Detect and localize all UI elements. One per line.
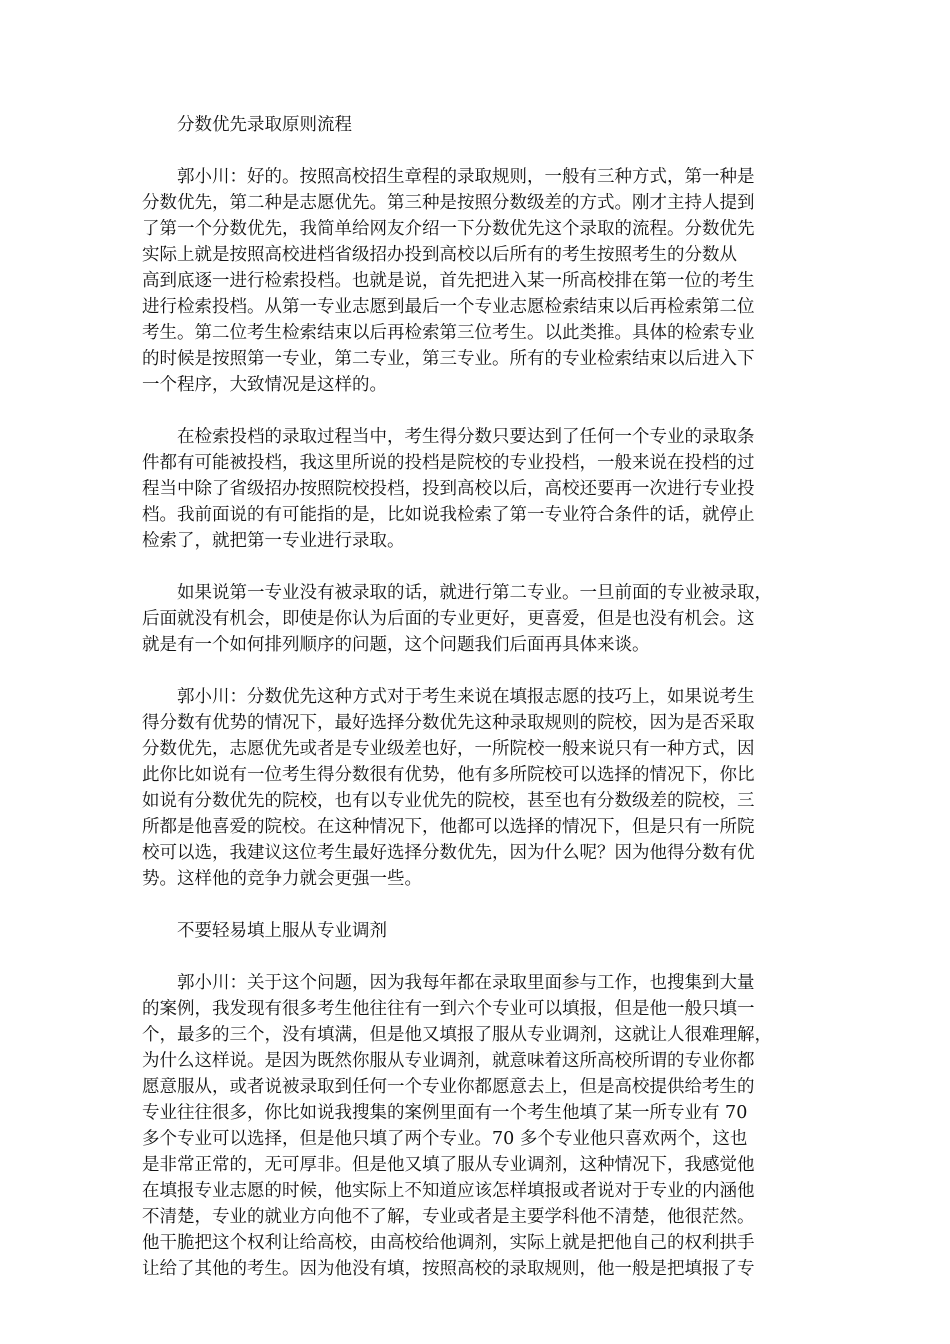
paragraph-line: 得分数有优势的情况下，最好选择分数优先这种录取规则的院校，因为是否采取 (142, 713, 755, 733)
paragraph-line: 他干脆把这个权利让给高校，由高校给他调剂，实际上就是把他自己的权利拱手 (142, 1233, 755, 1253)
paragraph-line: 让给了其他的考生。因为他没有填，按照高校的录取规则，他一般是把填报了专 (142, 1259, 755, 1279)
section-heading: 分数优先录取原则流程 (177, 115, 352, 135)
paragraph-line: 就是有一个如何排列顺序的问题，这个问题我们后面再具体来谈。 (142, 635, 650, 655)
paragraph (142, 164, 810, 398)
paragraph-line: 专业往往很多，你比如说我搜集的案例里面有一个考生他填了某一所专业有 70 (142, 1103, 748, 1123)
paragraph-line: 在检索投档的录取过程当中，考生得分数只要达到了任何一个专业的录取条 (177, 427, 755, 447)
paragraph-line: 愿意服从，或者说被录取到任何一个专业你都愿意去上，但是高校提供给考生的 (142, 1077, 755, 1097)
paragraph-line: 分数优先，志愿优先或者是专业级差也好，一所院校一般来说只有一种方式，因 (142, 739, 755, 759)
paragraph-line: 后面就没有机会，即使是你认为后面的专业更好，更喜爱，但是也没有机会。这 (142, 609, 755, 629)
paragraph-line: 个，最多的三个，没有填满，但是他又填报了服从专业调剂，这就让人很难理解， (142, 1025, 772, 1045)
paragraph-line: 郭小川：关于这个问题，因为我每年都在录取里面参与工作，也搜集到大量 (177, 973, 755, 993)
paragraph-line: 校可以选，我建议这位考生最好选择分数优先，因为什么呢？因为他得分数有优 (142, 843, 755, 863)
paragraph-line: 多个专业可以选择，但是他只填了两个专业。70 多个专业他只喜欢两个，这也 (142, 1129, 748, 1149)
paragraph-line: 的案例，我发现有很多考生他往往有一到六个专业可以填报，但是他一般只填一 (142, 999, 755, 1019)
paragraph-line: 在填报专业志愿的时候，他实际上不知道应该怎样填报或者说对于专业的内涵他 (142, 1181, 755, 1201)
paragraph-line: 不清楚，专业的就业方向他不了解，专业或者是主要学科他不清楚，他很茫然。 (142, 1207, 755, 1227)
paragraph-line: 程当中除了省级招办按照院校投档，投到高校以后，高校还要再一次进行专业投 (142, 479, 755, 499)
paragraph-line: 一个程序，大致情况是这样的。 (142, 375, 387, 395)
paragraph-line: 进行检索投档。从第一专业志愿到最后一个专业志愿检索结束以后再检索第二位 (142, 297, 755, 317)
paragraph-line: 了第一个分数优先，我简单给网友介绍一下分数优先这个录取的流程。分数优先 (142, 219, 755, 239)
paragraph-line: 为什么这样说。是因为既然你服从专业调剂，就意味着这所高校所谓的专业你都 (142, 1051, 755, 1071)
section-heading: 不要轻易填上服从专业调剂 (177, 921, 387, 941)
paragraph (142, 580, 810, 658)
paragraph-line: 考生。第二位考生检索结束以后再检索第三位考生。以此类推。具体的检索专业 (142, 323, 755, 343)
paragraph-line: 高到底逐一进行检索投档。也就是说，首先把进入某一所高校排在第一位的考生 (142, 271, 755, 291)
paragraph-line: 检索了，就把第一专业进行录取。 (142, 531, 405, 551)
paragraph (142, 684, 810, 892)
paragraph-line: 所都是他喜爱的院校。在这种情况下，他都可以选择的情况下，但是只有一所院 (142, 817, 755, 837)
paragraph-line: 实际上就是按照高校进档省级招办投到高校以后所有的考生按照考生的分数从 (142, 245, 737, 265)
paragraph-line: 的时候是按照第一专业，第二专业，第三专业。所有的专业检索结束以后进入下 (142, 349, 755, 369)
paragraph-line: 档。我前面说的有可能指的是，比如说我检索了第一专业符合条件的话，就停止 (142, 505, 755, 525)
paragraph-line: 是非常正常的，无可厚非。但是他又填了服从专业调剂，这种情况下，我感觉他 (142, 1155, 755, 1175)
paragraph-line: 郭小川：好的。按照高校招生章程的录取规则，一般有三种方式，第一种是 (177, 167, 755, 187)
document-body (142, 112, 810, 1308)
paragraph (142, 970, 810, 1282)
paragraph-line: 郭小川：分数优先这种方式对于考生来说在填报志愿的技巧上，如果说考生 (177, 687, 755, 707)
paragraph-line: 如果说第一专业没有被录取的话，就进行第二专业。一旦前面的专业被录取， (177, 583, 772, 603)
paragraph-line: 势。这样他的竞争力就会更强一些。 (142, 869, 422, 889)
paragraph (142, 424, 810, 554)
paragraph-line: 此你比如说有一位考生得分数很有优势，他有多所院校可以选择的情况下，你比 (142, 765, 755, 785)
paragraph-line: 如说有分数优先的院校，也有以专业优先的院校，甚至也有分数级差的院校，三 (142, 791, 755, 811)
paragraph-line: 分数优先，第二种是志愿优先。第三种是按照分数级差的方式。刚才主持人提到 (142, 193, 755, 213)
paragraph-line: 件都有可能被投档，我这里所说的投档是院校的专业投档，一般来说在投档的过 (142, 453, 755, 473)
